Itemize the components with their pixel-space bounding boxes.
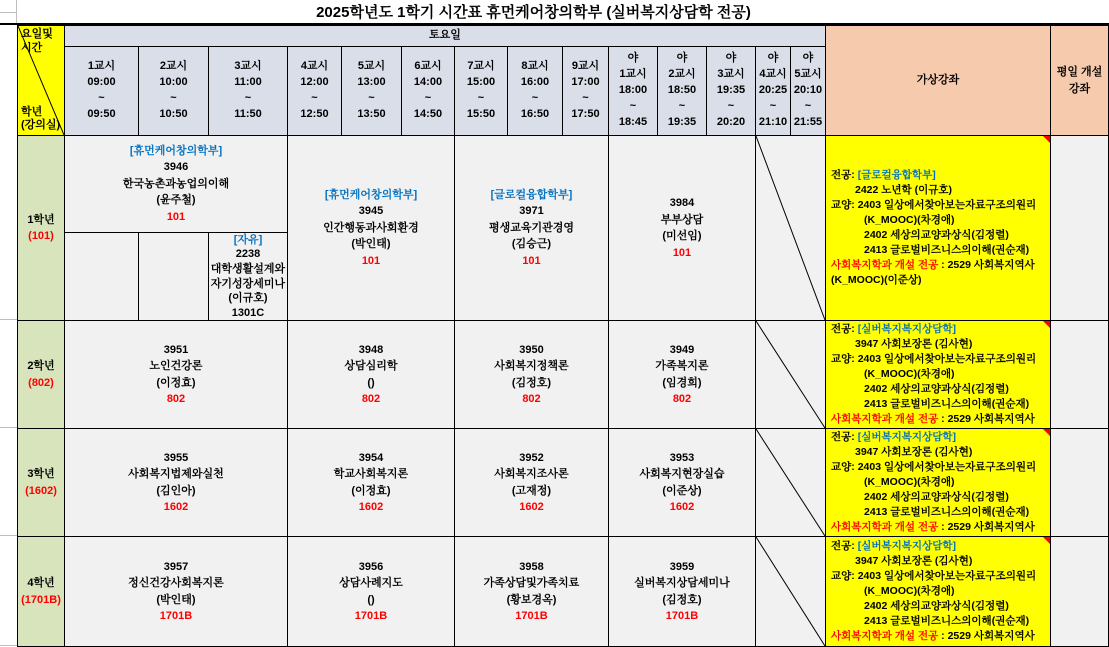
virtual-major-line: 전공: [실버복지복지상담학]	[831, 540, 956, 552]
room-label: (강의실)	[21, 119, 61, 132]
day-label: 토요일	[429, 29, 461, 42]
course-prof: ()	[367, 593, 375, 606]
course-room: 1602	[669, 501, 695, 513]
period-name: 3교시	[717, 68, 745, 81]
course-code: 3949	[669, 343, 695, 356]
gutter-line	[0, 12, 17, 13]
virtual-major-line: 전공: [실버복지복지상담학]	[831, 323, 956, 335]
course-room: 802	[361, 393, 381, 405]
virtual-gen-course: 2402 세상의교양과상식(김정렬)	[864, 491, 1009, 503]
grade-name: 2학년	[27, 360, 55, 372]
course-code: 3954	[358, 451, 384, 464]
period-tilde: ~	[311, 92, 318, 104]
period-start: 16:00	[520, 76, 550, 89]
course-prof: (이준상)	[662, 484, 702, 497]
course-code: 3957	[163, 560, 189, 573]
course-name: 상담사례지도	[339, 577, 403, 589]
course-code: 3952	[519, 451, 544, 464]
course-cell-free	[208, 232, 288, 321]
course-name: 부부상담	[660, 213, 704, 226]
course-name: 사회복지현장실습	[639, 468, 725, 480]
virtual-special-line: 사회복지학과 개설 전공 : 2529 사회복지역사	[831, 413, 1035, 425]
period-start: 12:00	[300, 76, 329, 89]
virtual-lecture-cell-1	[825, 135, 1051, 321]
course-code: 3955	[163, 451, 189, 464]
period-end: 17:50	[571, 107, 600, 120]
virtual-lecture-header	[825, 25, 1051, 136]
course-room: 101	[672, 246, 692, 259]
virtual-gen-course: 2413 글로벌비즈니스의이해(권순재)	[864, 244, 1030, 256]
virtual-major-course: 3947 사회보장론 (김사현)	[855, 555, 973, 567]
weekday-course-header	[1050, 25, 1109, 136]
course-room: 1701B	[354, 610, 388, 622]
corner-top-label: 요일및시간	[21, 28, 53, 54]
night-prefix: 야	[802, 52, 814, 65]
grade-row-label-1	[17, 135, 65, 321]
course-code: 3948	[358, 343, 384, 356]
period-tilde: ~	[629, 99, 637, 112]
period-name: 5교시	[794, 68, 822, 81]
period-name: 7교시	[467, 60, 495, 73]
period-name: 8교시	[521, 60, 549, 73]
course-code: 3945	[358, 205, 384, 218]
course-cell	[64, 135, 288, 233]
period-header-3	[208, 46, 288, 136]
empty-cell	[64, 232, 139, 321]
weekday-cell	[1050, 320, 1109, 429]
weekday-cell	[1050, 428, 1109, 537]
course-code: 3984	[669, 197, 695, 209]
grade-room: (101)	[28, 230, 54, 242]
day-header-saturday	[64, 25, 826, 47]
period-end: 21:55	[793, 115, 823, 128]
period-end: 18:45	[618, 115, 648, 128]
course-prof: (윤주철)	[156, 194, 196, 207]
period-tilde: ~	[477, 92, 485, 104]
period-tilde: ~	[424, 92, 432, 104]
course-name: 상담심리학	[344, 360, 398, 372]
period-start: 14:00	[413, 76, 443, 89]
period-tilde: ~	[531, 92, 539, 104]
period-name: 2교시	[668, 68, 696, 81]
weekday-cell	[1050, 135, 1109, 321]
course-prof: (미선임)	[662, 230, 702, 242]
period-tilde: ~	[769, 99, 777, 112]
empty-diagonal-cell	[755, 320, 826, 429]
gutter-line	[0, 319, 17, 320]
course-code: 2238	[235, 248, 261, 261]
weekday-header-label: 평일 개설 강좌	[1056, 66, 1103, 95]
corner-bottom-label	[21, 106, 60, 134]
course-code: 3951	[163, 343, 189, 356]
virtual-gen-course: 2413 글로벌비즈니스의이해(권순재)	[864, 615, 1030, 627]
period-tilde: ~	[368, 92, 375, 104]
course-cell	[454, 320, 609, 429]
period-header-night-3	[706, 46, 756, 136]
virtual-gen-line: 교양: 2403 일상에서찾아보는자료구조의원리	[831, 570, 1037, 582]
empty-diagonal-cell	[755, 428, 826, 537]
period-start: 11:00	[234, 76, 262, 89]
course-cell	[64, 536, 288, 647]
diagonal-line	[756, 136, 825, 320]
course-name: 학교사회복지론	[333, 468, 409, 480]
course-room: 1701B	[665, 610, 699, 622]
course-prof: (김정호)	[662, 593, 702, 606]
course-name: 가족상담및가족치료	[483, 577, 580, 589]
period-end: 16:50	[520, 107, 550, 120]
grade-row-label-4	[17, 536, 65, 647]
course-prof: (박인태)	[351, 238, 391, 251]
period-tilde: ~	[170, 92, 177, 104]
course-room: 1701B	[159, 610, 193, 622]
period-end: 20:20	[716, 115, 746, 128]
period-start: 13:00	[357, 76, 386, 89]
period-start: 19:35	[716, 84, 746, 97]
virtual-gen-course: (K_MOOC)(차경애)	[864, 368, 955, 380]
course-cell-night	[608, 135, 756, 321]
course-name: 자기성장세미나	[210, 277, 286, 290]
period-header-1	[64, 46, 139, 136]
virtual-major-course: 3947 사회보장론 (김사현)	[855, 446, 973, 458]
period-name: 9교시	[571, 60, 600, 73]
course-name: 사회복지조사론	[494, 468, 569, 480]
period-end: 13:50	[357, 107, 386, 120]
virtual-header-label: 가상강좌	[916, 74, 960, 87]
course-room: 101	[361, 254, 381, 267]
course-code: 3971	[519, 205, 544, 218]
period-tilde: ~	[582, 92, 589, 104]
period-end: 12:50	[300, 107, 329, 120]
virtual-gen-course: 2402 세상의교양과상식(김정렬)	[864, 600, 1009, 612]
period-header-night-2	[657, 46, 707, 136]
course-name: 평생교육기관경영	[488, 221, 574, 234]
virtual-special-line: 사회복지학과 개설 전공 : 2529 사회복지역사	[831, 259, 1035, 271]
period-start: 17:00	[571, 76, 600, 89]
period-end: 09:50	[87, 107, 116, 120]
night-prefix: 야	[767, 52, 779, 65]
course-prof: (이정효)	[351, 484, 391, 497]
period-header-9	[562, 46, 609, 136]
night-prefix: 야	[627, 52, 639, 65]
diagonal-line	[756, 537, 825, 646]
course-code: 3946	[163, 161, 189, 174]
course-code: 3958	[519, 560, 544, 573]
period-name: 1교시	[87, 60, 116, 73]
course-room: 802	[672, 393, 692, 405]
virtual-major-line: 전공: [실버복지복지상담학]	[831, 431, 956, 443]
course-name: 한국농촌과농업의이해	[122, 177, 230, 190]
gutter-line	[0, 645, 17, 646]
diagonal-line	[756, 321, 825, 428]
course-prof: (김인아)	[156, 484, 196, 497]
course-prof: (김승근)	[511, 238, 552, 251]
night-prefix: 야	[725, 52, 737, 65]
grade-name: 1학년	[27, 213, 55, 226]
virtual-major-line: 전공: [글로컬융합학부]	[831, 169, 936, 181]
virtual-gen-course: 2402 세상의교양과상식(김정렬)	[864, 229, 1009, 241]
course-cell-night	[608, 320, 756, 429]
course-code: 3956	[358, 560, 384, 573]
period-end: 10:50	[159, 107, 188, 120]
course-cell	[64, 320, 288, 429]
course-room: 1602	[358, 501, 384, 513]
period-start: 18:00	[618, 84, 648, 97]
period-name: 3교시	[234, 60, 262, 73]
period-header-6	[401, 46, 455, 136]
course-room: 101	[522, 254, 541, 267]
course-prof: ()	[367, 376, 375, 389]
grade-label: 학년	[21, 105, 43, 118]
course-code: 3950	[519, 343, 544, 356]
course-cell	[454, 135, 609, 321]
night-prefix: 야	[676, 52, 688, 65]
course-prof: (이정효)	[156, 376, 196, 389]
course-cell	[287, 135, 455, 321]
virtual-gen-line: 교양: 2403 일상에서찾아보는자료구조의원리	[831, 199, 1037, 211]
period-header-5	[341, 46, 402, 136]
course-cell	[287, 428, 455, 537]
period-header-4	[287, 46, 342, 136]
grade-room: (802)	[28, 376, 54, 389]
virtual-special-line: 사회복지학과 개설 전공 : 2529 사회복지역사	[831, 521, 1035, 533]
period-start: 20:25	[758, 84, 788, 97]
empty-diagonal-cell	[755, 135, 826, 321]
virtual-gen-course: 2402 세상의교양과상식(김정렬)	[864, 383, 1009, 395]
virtual-gen-course: 2413 글로벌비즈니스의이해(권순재)	[864, 506, 1030, 518]
virtual-lecture-cell-2	[825, 320, 1051, 429]
course-room: 802	[166, 393, 186, 405]
course-dept: [자유]	[233, 233, 263, 246]
course-room: 1602	[163, 501, 189, 513]
period-start: 20:10	[793, 84, 823, 97]
period-name: 4교시	[300, 60, 329, 73]
grade-room: (1701B)	[21, 593, 61, 606]
course-cell	[454, 428, 609, 537]
period-end: 19:35	[667, 115, 697, 128]
virtual-gen-line: 교양: 2403 일상에서찾아보는자료구조의원리	[831, 461, 1037, 473]
period-name: 4교시	[759, 68, 787, 81]
course-dept: [글로컬융합학부]	[490, 188, 573, 201]
grade-room: (1602)	[25, 484, 57, 497]
period-end: 11:50	[234, 107, 262, 120]
course-prof: (고재정)	[511, 484, 552, 497]
course-prof: (박인태)	[156, 593, 196, 606]
period-name: 1교시	[619, 68, 647, 81]
corner-header-cell	[17, 25, 65, 136]
period-header-7	[454, 46, 508, 136]
weekday-cell	[1050, 536, 1109, 647]
period-header-night-5	[790, 46, 826, 136]
grade-row-label-3	[17, 428, 65, 537]
virtual-major-course: 3947 사회보장론 (김사현)	[855, 338, 973, 350]
virtual-special-tail: (K_MOOC)(이준상)	[831, 274, 922, 286]
period-tilde: ~	[98, 92, 105, 104]
course-name: 사회복지정책론	[494, 360, 569, 372]
period-tilde: ~	[244, 92, 252, 104]
course-room: 1701B	[515, 610, 548, 622]
grade-name: 3학년	[27, 468, 55, 480]
period-header-night-1	[608, 46, 658, 136]
virtual-gen-course: 2413 글로벌비즈니스의이해(권순재)	[864, 398, 1030, 410]
diagonal-line	[756, 429, 825, 536]
course-code: 3959	[669, 560, 695, 573]
gutter-line	[0, 535, 17, 536]
course-prof: (이규호)	[228, 292, 268, 305]
course-cell-night	[608, 536, 756, 647]
course-cell-night	[608, 428, 756, 537]
period-header-2	[138, 46, 209, 136]
course-dept: [휴먼케어창의학부]	[324, 188, 418, 201]
course-name: 노인건강론	[149, 360, 203, 372]
virtual-major-course: 2422 노년학 (이규호)	[855, 184, 953, 196]
course-cell	[287, 320, 455, 429]
virtual-gen-course: (K_MOOC)(차경애)	[864, 585, 955, 597]
course-name: 가족복지론	[655, 360, 709, 372]
grade-name: 4학년	[27, 577, 55, 589]
course-dept: [휴먼케어창의학부]	[129, 144, 223, 157]
period-name: 2교시	[159, 60, 188, 73]
grade-row-label-2	[17, 320, 65, 429]
period-start: 10:00	[159, 76, 188, 89]
course-prof: (황보경옥)	[506, 593, 557, 606]
period-start: 18:50	[667, 84, 697, 97]
period-name: 6교시	[414, 60, 442, 73]
course-code: 3953	[669, 451, 695, 464]
course-room: 1602	[519, 501, 544, 513]
virtual-special-line: 사회복지학과 개설 전공 : 2529 사회복지역사	[831, 630, 1035, 642]
course-name: 대학생활설계와	[210, 262, 286, 275]
course-prof: (김정호)	[511, 376, 552, 389]
course-prof: (임경희)	[662, 376, 702, 389]
period-end: 15:50	[466, 107, 496, 120]
period-name: 5교시	[357, 60, 386, 73]
course-room: 101	[166, 210, 186, 223]
course-room: 802	[522, 393, 541, 405]
period-tilde: ~	[727, 99, 735, 112]
course-name: 사회복지법제와실천	[128, 468, 224, 480]
course-room: 1301C	[231, 306, 265, 319]
empty-cell	[138, 232, 209, 321]
page-title: 2025학년도 1학기 시간표 휴먼케어창의학부 (실버복지상담학 전공)	[316, 4, 751, 21]
course-cell	[454, 536, 609, 647]
period-end: 21:10	[758, 115, 788, 128]
virtual-lecture-cell-3	[825, 428, 1051, 537]
empty-diagonal-cell	[755, 536, 826, 647]
course-cell	[64, 428, 288, 537]
gutter-line	[0, 427, 17, 428]
period-start: 09:00	[87, 76, 116, 89]
period-header-night-4	[755, 46, 791, 136]
course-name: 실버복지상담세미나	[634, 577, 730, 589]
virtual-gen-course: (K_MOOC)(차경애)	[864, 476, 955, 488]
course-name: 인간행동과사회환경	[323, 221, 419, 234]
period-start: 15:00	[466, 76, 496, 89]
period-tilde: ~	[678, 99, 686, 112]
course-name: 정신건강사회복지론	[128, 577, 224, 589]
period-header-8	[507, 46, 563, 136]
course-cell	[287, 536, 455, 647]
period-end: 14:50	[413, 107, 443, 120]
virtual-gen-line: 교양: 2403 일상에서찾아보는자료구조의원리	[831, 353, 1037, 365]
period-tilde: ~	[804, 99, 812, 112]
virtual-lecture-cell-4	[825, 536, 1051, 647]
virtual-gen-course: (K_MOOC)(차경애)	[864, 214, 955, 226]
